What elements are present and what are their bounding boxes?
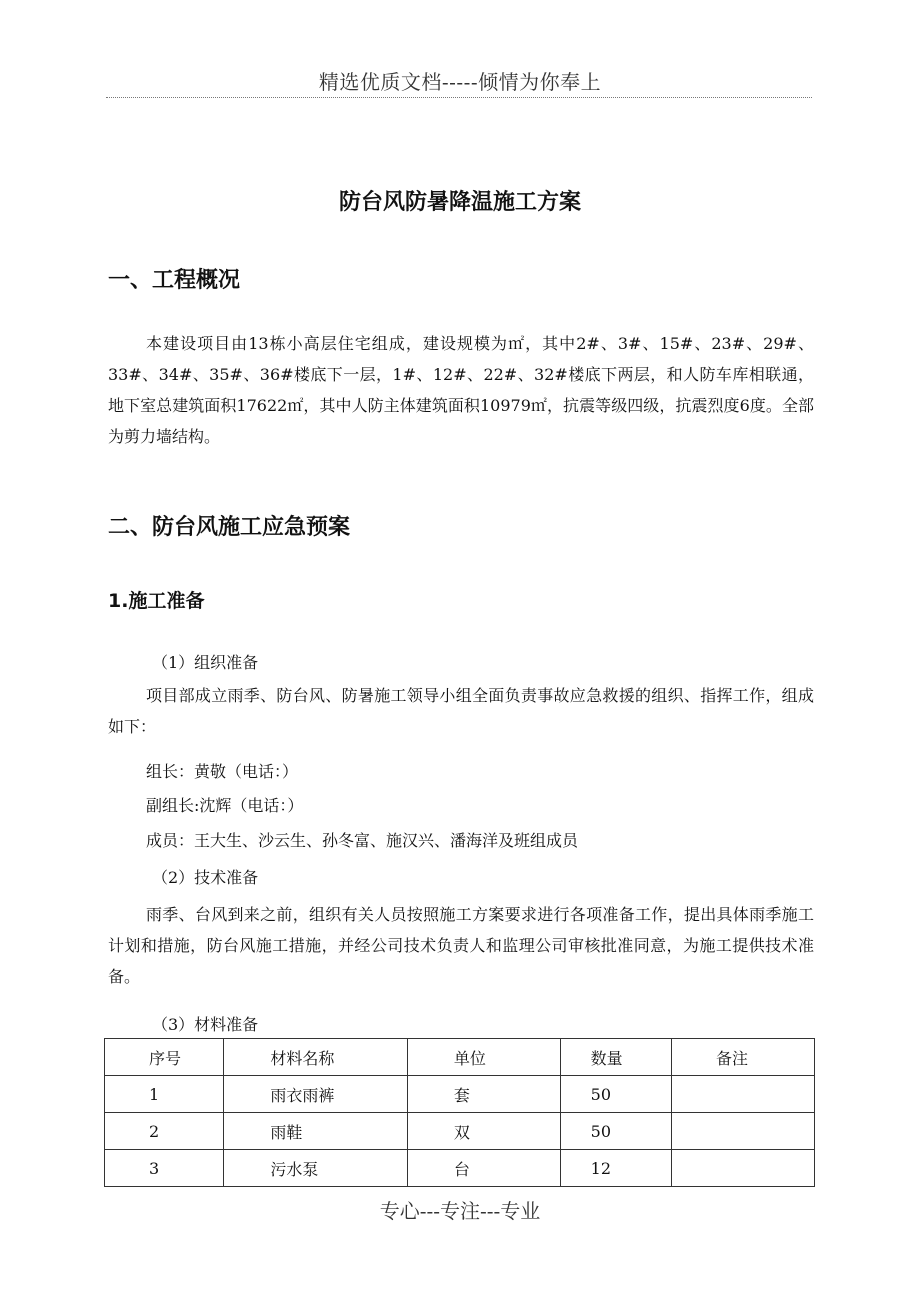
section2-heading: 二、防台风施工应急预案 — [108, 515, 351, 540]
team-members: 成员：王大生、沙云生、孙冬富、施汉兴、潘海洋及班组成员 — [146, 831, 579, 850]
page-header: 精选优质文档-----倾情为你奉上 — [318, 70, 602, 94]
team-deputy: 副组长:沈辉（电话：） — [146, 796, 304, 815]
cell-quantity: 12 — [560, 1150, 671, 1187]
cell-remark — [672, 1113, 815, 1150]
org-prep-label: （1）组织准备 — [152, 653, 259, 672]
header-divider — [106, 97, 812, 98]
subsection-heading: 1.施工准备 — [108, 590, 205, 612]
cell-remark — [672, 1076, 815, 1113]
cell-index: 3 — [105, 1150, 224, 1187]
section1-heading: 一、工程概况 — [108, 268, 241, 293]
team-leader: 组长：黄敬（电话：） — [146, 762, 299, 781]
materials-table — [104, 1038, 815, 1187]
page-footer: 专心---专注---专业 — [379, 1199, 541, 1223]
cell-remark — [672, 1150, 815, 1187]
tech-prep-label: （2）技术准备 — [152, 868, 259, 887]
tech-prep-paragraph: 雨季、台风到来之前，组织有关人员按照施工方案要求进行各项准备工作，提出具体雨季施工计划和措施，防台风施工措施，并经公司技术负责人和监理公司审核批准同意，为施工提供技术准备。 — [108, 905, 814, 986]
col-header-name: 材料名称 — [224, 1039, 408, 1076]
table-row — [105, 1076, 815, 1113]
table-header-row — [105, 1039, 815, 1076]
cell-name: 雨衣雨裤 — [224, 1076, 408, 1113]
table-row — [105, 1113, 815, 1150]
col-header-remark: 备注 — [672, 1039, 815, 1076]
section1-paragraph: 本建设项目由13栋小高层住宅组成，建设规模为㎡，其中2#、3#、15#、23#、29#、33#、34#、35#、36#楼底下一层，1#、12#、22#、32#楼底下两层，和人防车库相联通，地下室总建筑面积17622㎡，其中人防主体建筑面积10979㎡，抗震等级四级，抗震烈度6度。全部为剪力墙结构。 — [108, 334, 814, 446]
org-prep-paragraph: 项目部成立雨季、防台风、防暑施工领导小组全面负责事故应急救援的组织、指挥工作，组成如下： — [108, 686, 814, 736]
cell-index: 2 — [105, 1113, 224, 1150]
col-header-index: 序号 — [105, 1039, 224, 1076]
material-prep-label: （3）材料准备 — [152, 1015, 259, 1034]
cell-unit: 双 — [407, 1113, 560, 1150]
col-header-unit: 单位 — [407, 1039, 560, 1076]
cell-unit: 台 — [407, 1150, 560, 1187]
cell-index: 1 — [105, 1076, 224, 1113]
cell-name: 污水泵 — [224, 1150, 408, 1187]
col-header-quantity: 数量 — [560, 1039, 671, 1076]
document-title: 防台风防暑降温施工方案 — [338, 190, 581, 215]
table-row — [105, 1150, 815, 1187]
cell-quantity: 50 — [560, 1076, 671, 1113]
cell-name: 雨鞋 — [224, 1113, 408, 1150]
cell-unit: 套 — [407, 1076, 560, 1113]
cell-quantity: 50 — [560, 1113, 671, 1150]
